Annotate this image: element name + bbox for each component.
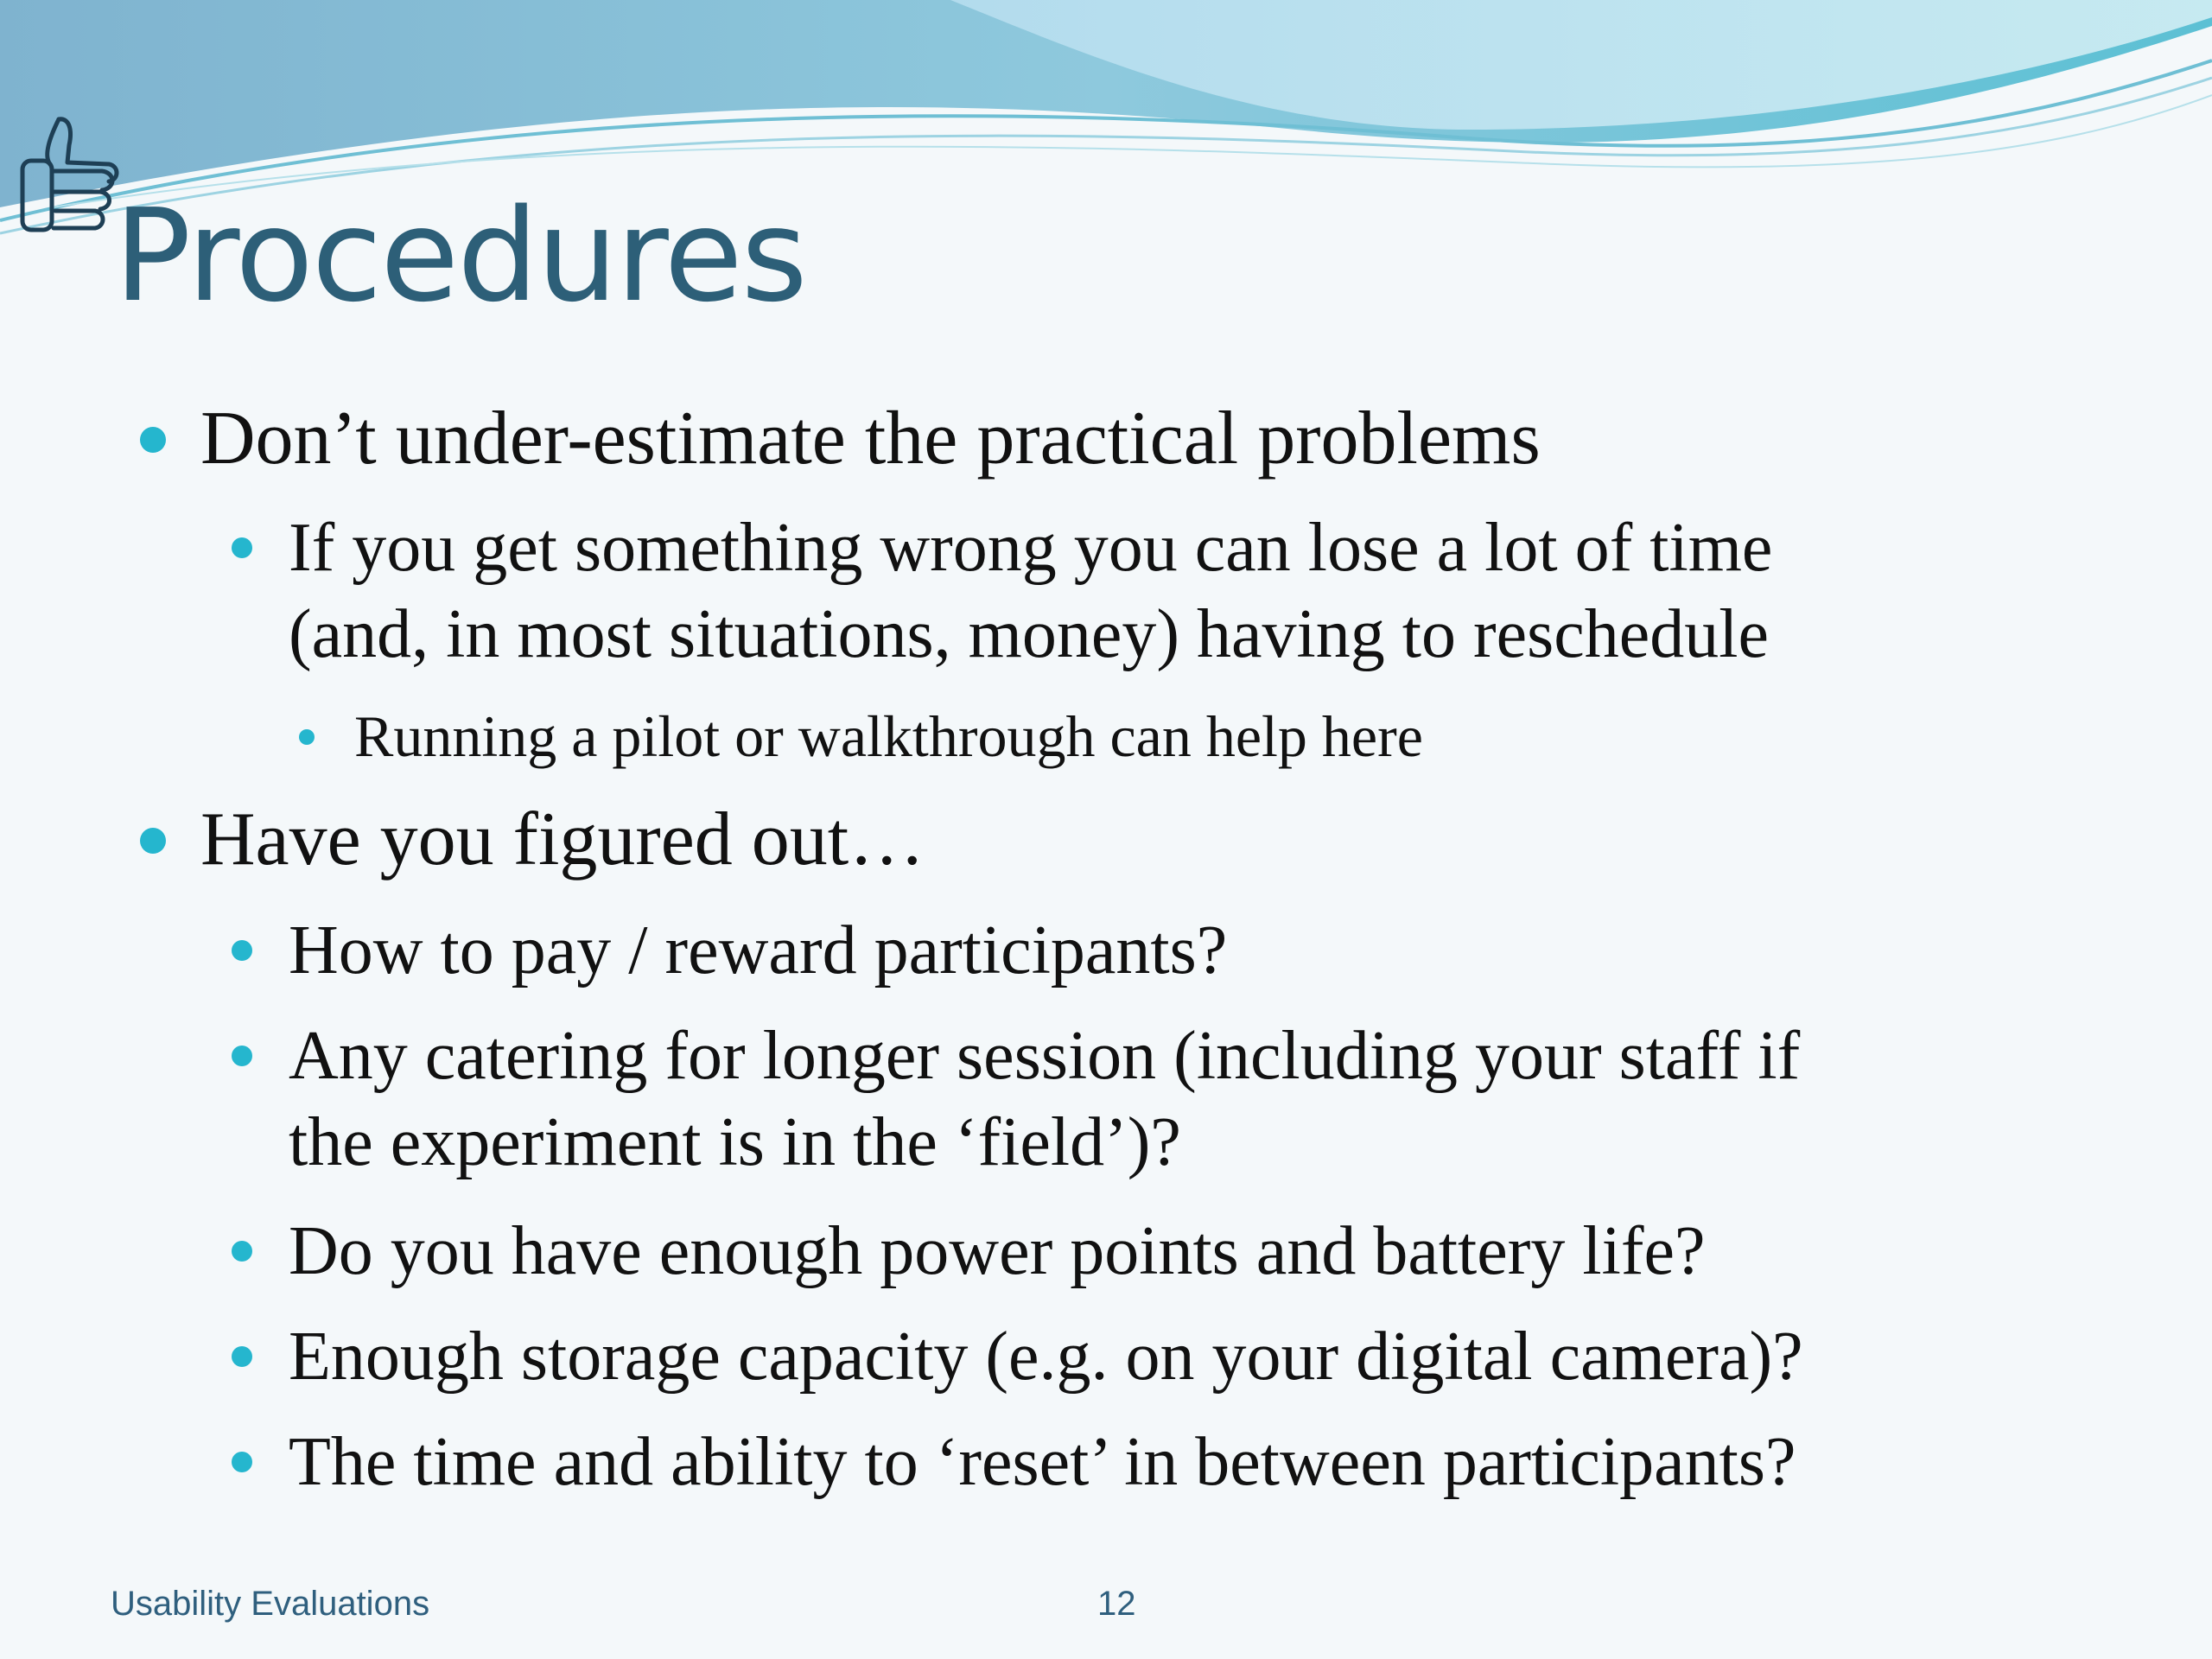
slide-title: Procedures [114,181,806,330]
bullet-text: Enough storage capacity (e.g. on your digital camera)? [289,1319,1803,1395]
bullet-text: (and, in most situations, money) having to reschedule [289,596,1770,672]
bullet-item [289,1419,1796,1505]
bullet-text: Running a pilot or walkthrough can help here [354,703,1423,769]
bullet-item [289,1313,1803,1400]
bullet-text: Any catering for longer session (including your staff if [289,1018,1801,1094]
bullet-dot-icon [232,1046,252,1066]
bullet-dot-icon [232,1241,252,1262]
bullet-dot-icon [232,537,252,558]
bullet-item [354,702,1423,771]
bullet-item [200,797,925,883]
bullet-item [289,907,1227,994]
bullet-text: If you get something wrong you can lose a lot of time [289,510,1773,586]
bullet-text: The time and ability to ‘reset’ in between participants? [289,1424,1796,1500]
bullet-text: Don’t under-estimate the practical problems [200,397,1541,480]
bullet-text: How to pay / reward participants? [289,912,1228,988]
thumbs-up-icon [16,111,128,240]
bullet-text: Do you have enough power points and battery life? [289,1213,1706,1289]
bullet-text: Have you figured out… [200,798,925,881]
bullet-item [200,396,1541,482]
bullet-dot-icon [299,729,315,745]
bullet-text: the experiment is in the ‘field’)? [289,1104,1181,1180]
page-number: 12 [1097,1585,1136,1623]
bullet-dot-icon [232,1346,252,1367]
bullet-item [289,505,1772,677]
bullet-dot-icon [140,828,166,854]
bullet-dot-icon [140,427,166,453]
bullet-item [289,1208,1706,1294]
bullet-dot-icon [232,940,252,961]
bullet-dot-icon [232,1452,252,1472]
bullet-item [289,1013,1800,1185]
footer-title: Usability Evaluations [111,1585,430,1623]
